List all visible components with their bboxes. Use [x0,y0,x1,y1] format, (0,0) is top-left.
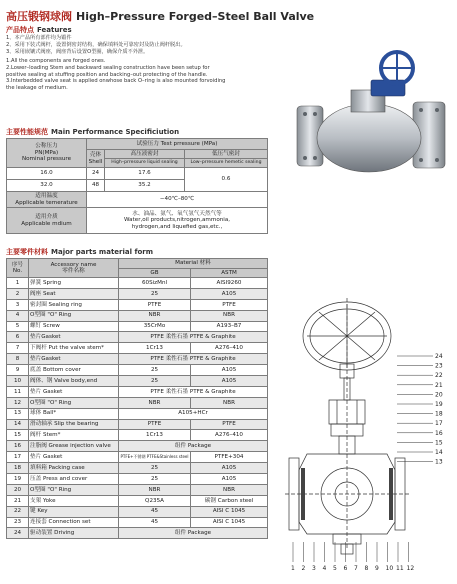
liquid-value: 35.2 [105,180,185,192]
name-en: Accessory name [50,261,97,268]
liquid-cn: 高压液密封 [105,150,185,159]
medium-cn: 适用介质 [35,214,58,221]
part-name: 键 Key [29,506,119,517]
medium-label [7,208,87,234]
part-name: 密封圈 Sealing ring [29,299,119,310]
part-material-astm: A105 [191,288,268,299]
part-material: 组件 Package [119,528,268,539]
part-name: 阀座 Seat [29,288,119,299]
part-no: 11 [7,386,29,397]
nominal-en: Nominal pressure [21,156,72,163]
liquid-en: High–prressure liquid sealing [105,159,185,168]
feature-cn-line: 1、本产品所有部件均为锻件 [6,35,72,41]
temp-label [7,192,87,208]
part-name: 注脂阀 Grease injection valve [29,441,119,452]
callout-number: 3 [312,565,316,572]
part-material-astm: PTFE [191,419,268,430]
pn-value: 32.0 [7,180,87,192]
liquid-value: 17.6 [105,168,185,180]
callout-number: 22 [435,372,443,380]
medium-value [87,208,268,234]
nominal-pressure-header [7,139,87,168]
part-material-gb: Q235A [119,495,191,506]
part-material-astm: AISI9260 [191,278,268,289]
part-material: 组件 Package [119,441,268,452]
parts-row [7,484,268,495]
part-material-astm: AISI C 1045 [191,517,268,528]
nominal-unit: PN(MPa) [34,149,59,156]
part-name: 阀杆 Stem* [29,430,119,441]
parts-row [7,495,268,506]
part-material-astm: PTFE [191,299,268,310]
parts-row [7,365,268,376]
parts-body [7,278,268,539]
part-no: 24 [7,528,29,539]
part-material-gb: NBR [119,310,191,321]
part-name: 驱动装置 Driving [29,528,119,539]
part-no: 1 [7,278,29,289]
feature-cn-line: 2、采用下装式阀杆，设置倒密封结构，确保填料处可靠密封及防止阀杆脱出。 [6,41,186,48]
part-no: 18 [7,463,29,474]
part-material-gb: 25 [119,376,191,387]
features-en-block [6,58,225,92]
shell-en: Shell [88,158,103,165]
part-material-gb: PTFE+不锈钢 PTFE&Stainless steel [119,452,191,463]
features-cn-block [6,35,186,55]
callout-number: 13 [435,458,443,466]
part-name: 连接套 Connection set [29,517,119,528]
parts-row [7,376,268,387]
callout-number: 18 [435,410,443,418]
parts-row [7,528,268,539]
part-name: O型圈 "O" Ring [29,484,119,495]
part-material-gb: 25 [119,474,191,485]
callout-number: 16 [435,429,443,437]
part-name: 下阀杆 Put the valve stem* [29,343,119,354]
no-cn: 序号 [11,261,24,268]
part-name: 填料箱 Packing case [29,463,119,474]
part-material-astm: A193–B7 [191,321,268,332]
part-no: 16 [7,441,29,452]
parts-row [7,278,268,289]
medium-value-cn: 水、油品、氨气、氧气氢气天然气等 [132,210,222,217]
gb-header: GB [119,269,191,278]
part-material-astm: A105 [191,474,268,485]
callout-number: 20 [435,391,443,399]
parts-heading-en: Major parts material form [51,248,154,256]
test-pressure-header: 试验压力 Test prressure (MPa) [87,139,268,150]
part-material-gb: 35CrMo [119,321,191,332]
part-material-gb: 25 [119,288,191,299]
part-no: 13 [7,408,29,419]
shell-header [87,150,105,168]
parts-row [7,517,268,528]
parts-row [7,354,268,365]
part-no: 12 [7,397,29,408]
medium-value-en-2: hydrogen,and liquefied gas,etc., [131,223,223,230]
part-material-gb: 25 [119,463,191,474]
feature-en-line: 3.Interbedded valve seat is applied onwhose back O–ring is also mounted forvoiding [6,78,226,85]
parts-row [7,474,268,485]
performance-heading-cn: 主要性能规范 [6,128,48,136]
callout-number: 15 [435,439,443,447]
part-name: 螺钉 Screw [29,321,119,332]
name-cn: 零件名称 [62,268,85,274]
valve-photo [287,50,455,178]
parts-row [7,386,268,397]
title-cn: 高压锻钢球阀 [6,10,72,23]
part-material-gb: 60SizMnl [119,278,191,289]
gas-value: 0.6 [185,168,268,192]
temp-cn: 适用温度 [35,193,58,200]
part-no: 22 [7,506,29,517]
callout-number: 4 [322,565,327,572]
part-name: 垫片Gasket [29,332,119,343]
part-name: 弹簧 Spring [29,278,119,289]
callout-number: 14 [435,449,443,456]
feature-cn-line: 3、采用嵌镶式阀座，阀座背后设置O型圈，确保介质不外泄。 [6,48,149,55]
medium-value-en-1: Water,oil products,nitrogen,ammonia, [123,217,231,224]
callout-number: 10 [385,565,394,572]
title-en: High–Pressure Forged–Steel Ball Valve [76,10,315,23]
part-material: PTFE 柔性石墨 PTFE & Graphite [119,386,268,397]
material-header: Material 材料 [119,259,268,269]
part-no: 21 [7,495,29,506]
part-material-astm: PTFE+304 [191,452,268,463]
nominal-cn: 公称压力 [35,143,58,150]
part-name: 支架 Yoke [29,495,119,506]
shell-value: 48 [87,180,105,192]
no-header [7,259,29,278]
part-name: 垫片 Gasket [29,452,119,463]
part-no: 19 [7,474,29,485]
part-no: 6 [7,332,29,343]
part-no: 2 [7,288,29,299]
temp-en: Applicable temerature [15,199,78,206]
parts-table [6,258,267,539]
part-no: 4 [7,310,29,321]
parts-row [7,299,268,310]
valve-section-drawing [285,298,455,580]
callout-number: 9 [375,565,379,572]
gas-cn: 低压气密封 [185,150,268,159]
temp-value: −40℃–80℃ [87,192,268,208]
callout-number: 24 [435,353,443,360]
callout-number: 23 [435,362,443,370]
parts-row [7,397,268,408]
part-no: 17 [7,452,29,463]
part-no: 7 [7,343,29,354]
callout-number: 17 [435,420,443,428]
parts-row [7,343,268,354]
parts-row [7,332,268,343]
page-title [6,5,314,24]
part-material-gb: 1Cr13 [119,430,191,441]
part-material-astm: A105 [191,365,268,376]
parts-row [7,408,268,419]
parts-heading-cn: 主要零件材料 [6,248,48,256]
features-heading-cn: 产品特点 [6,26,34,34]
part-material-astm: A105 [191,463,268,474]
callout-number: 11 [396,565,404,572]
feature-en-line: 1.All the components are forged ones. [6,58,106,64]
part-material-astm: A105 [191,376,268,387]
parts-row [7,452,268,463]
part-no: 20 [7,484,29,495]
callout-number: 19 [435,401,443,408]
shell-cn: 壳体 [89,152,102,159]
parts-row [7,310,268,321]
part-material-astm: 碳钢 Carbon steel [191,495,268,506]
gas-en: Low–prressure hemetic sealing [185,159,268,168]
part-material-astm: AISI C 1045 [191,506,268,517]
part-material-astm: NBR [191,310,268,321]
shell-value: 24 [87,168,105,180]
callout-number: 2 [301,565,306,572]
astm-header: ASTM [191,269,268,278]
feature-en-line: 2.Lower–loading Stem and backward sealing construction have been setup for [6,64,210,71]
part-no: 23 [7,517,29,528]
part-name: 底盖 Bottom cover [29,365,119,376]
part-material-astm: NBR [191,397,268,408]
callout-number: 6 [343,565,348,572]
parts-row [7,288,268,299]
part-no: 5 [7,321,29,332]
part-name: 压盖 Press and cover [29,474,119,485]
name-header [29,259,119,278]
part-name: 球体 Ball* [29,408,119,419]
feature-en-line: positive sealing at stuffing position and backing–out protecting of the handle. [6,71,208,78]
part-material-gb: PTFE [119,299,191,310]
parts-row [7,441,268,452]
part-material-gb: 1Cr13 [119,343,191,354]
part-name: 滑动轴承 Slip the bearing [29,419,119,430]
parts-row [7,430,268,441]
part-name: 垫片Gasket [29,354,119,365]
part-material: PTFE 柔性石墨 PTFE & Graphite [119,332,268,343]
part-material-gb: 45 [119,517,191,528]
features-heading [6,25,72,35]
part-material-gb: 45 [119,506,191,517]
part-material-astm: A276–410 [191,343,268,354]
part-material-astm: NBR [191,484,268,495]
part-no: 3 [7,299,29,310]
parts-row [7,321,268,332]
pn-value: 16.0 [7,168,87,180]
callout-number: 12 [406,565,415,572]
part-material: A105+HCr [119,408,268,419]
part-material-gb: PTFE [119,419,191,430]
callout-number: 5 [333,565,337,572]
part-no: 8 [7,354,29,365]
parts-heading [6,247,153,257]
part-material-gb: NBR [119,484,191,495]
callout-number: 7 [354,565,358,572]
callout-number: 21 [435,381,443,389]
part-material-gb: 25 [119,365,191,376]
performance-heading [6,127,179,137]
part-name: 阀体、钢 Valve body,end [29,376,119,387]
no-en: No. [12,268,23,274]
part-material-astm: A276–410 [191,430,268,441]
parts-row [7,506,268,517]
part-material: PTFE 柔性石墨 PTFE & Graphite [119,354,268,365]
callout-number: 1 [291,565,295,572]
part-no: 15 [7,430,29,441]
part-no: 9 [7,365,29,376]
medium-en: Applicable mdium [21,220,72,227]
feature-en-line: the leakage of medium. [6,85,68,92]
part-name: O型圈 "O" Ring [29,310,119,321]
performance-table [6,138,267,234]
callout-number: 8 [364,565,369,572]
part-material-gb: NBR [119,397,191,408]
part-name: 垫片 Gasket [29,386,119,397]
part-name: O型圈 "O" Ring [29,397,119,408]
parts-row [7,419,268,430]
part-no: 14 [7,419,29,430]
part-no: 10 [7,376,29,387]
parts-row [7,463,268,474]
performance-heading-en: Main Performance Specificiution [51,128,180,136]
features-heading-en: Features [37,26,72,34]
